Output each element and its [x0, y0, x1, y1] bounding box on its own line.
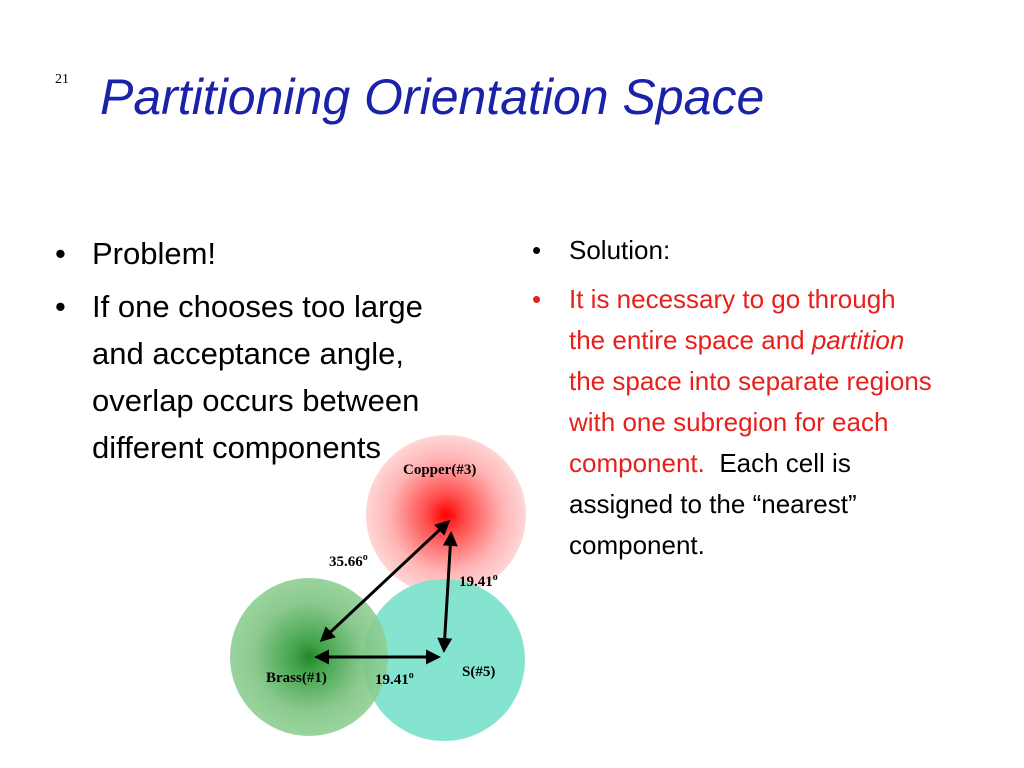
degree-symbol: o — [492, 572, 498, 583]
left-bullet-overlap-text: If one chooses too large and acceptance angle, overlap occurs between different components — [92, 289, 423, 465]
angle-copper-s-value: 19.41 — [459, 574, 493, 590]
right-bullet-solution-text: Solution: — [569, 235, 671, 265]
angle-brass-s-label — [375, 670, 414, 688]
bullet-dot-icon: • — [55, 289, 66, 324]
body-red-part-2: the space into separate regions with one subregion for each component. — [569, 366, 932, 478]
body-red-part-1: It is necessary to go through the entire space and — [569, 284, 896, 355]
copper-label: Copper(#3) — [403, 462, 477, 478]
brass-label: Brass(#1) — [266, 670, 327, 686]
copper-region — [366, 435, 526, 595]
body-red-italic: partition — [811, 325, 905, 355]
angle-copper-brass-label — [329, 552, 368, 570]
body-black-part: Each cell is assigned to the “nearest” component. — [569, 448, 864, 560]
left-bullet-problem-text: Problem! — [92, 236, 217, 271]
degree-symbol: o — [362, 552, 368, 563]
bullet-dot-icon: • — [55, 236, 66, 271]
angle-brass-s-value: 19.41 — [375, 672, 409, 688]
bullet-dot-icon: • — [532, 235, 542, 265]
slide-number: 21 — [55, 72, 69, 87]
s-label: S(#5) — [462, 664, 496, 680]
angle-copper-s-label — [459, 572, 498, 590]
degree-symbol: o — [408, 670, 414, 681]
bullet-dot-icon: • — [532, 284, 542, 314]
angle-copper-brass-value: 35.66 — [329, 554, 363, 570]
slide-title: Partitioning Orientation Space — [100, 69, 765, 125]
